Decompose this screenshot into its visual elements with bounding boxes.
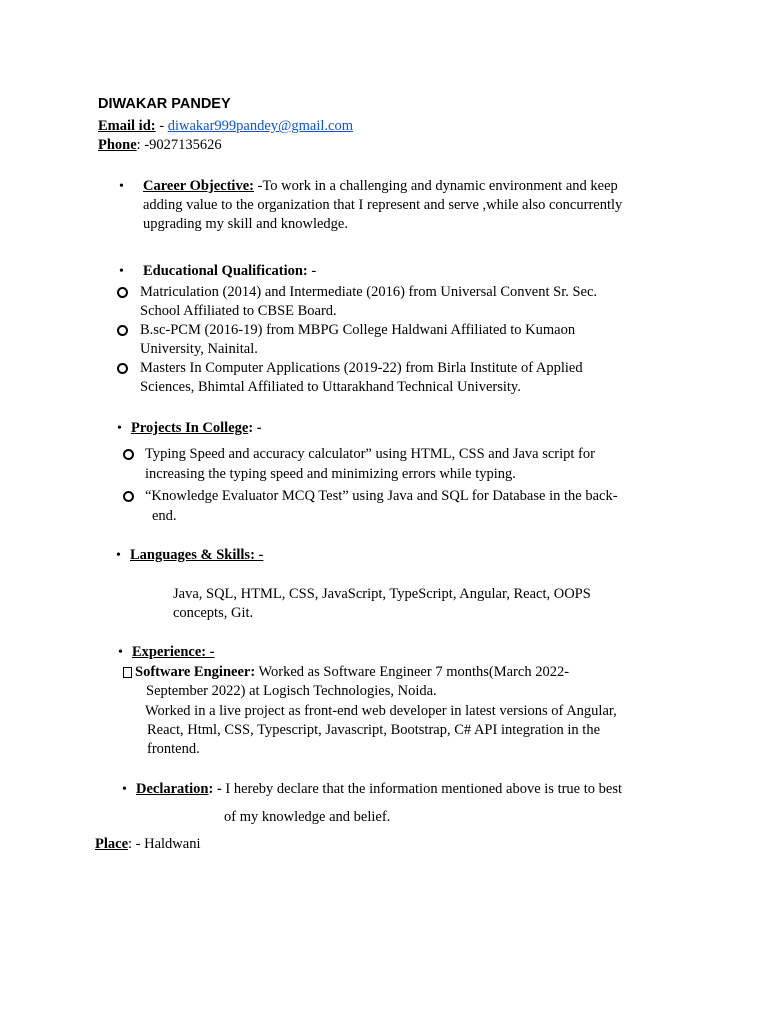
experience-line-1: Software Engineer: Worked as Software Engineer 7 months(March 2022- (135, 664, 570, 680)
experience-line-3: Worked in a live project as front-end web developer in latest versions of Angular, (145, 703, 617, 719)
experience-line-4: React, Html, CSS, Typescript, Javascript, Bootstrap, C# API integration in the (147, 722, 601, 738)
declaration-line-1: Declaration: - I hereby declare that the information mentioned above is true to best (136, 781, 623, 797)
experience-role: Software Engineer: (135, 664, 256, 680)
experience-heading: Experience: - (132, 644, 215, 660)
career-objective-line-1: Career Objective: -To work in a challenging and dynamic environment and keep (143, 178, 618, 194)
experience-line-2: September 2022) at Logisch Technologies, Noida. (146, 683, 437, 699)
bullet-icon: • (116, 548, 121, 563)
education-heading: Educational Qualification: - (143, 263, 317, 279)
career-objective-label: Career Objective: (143, 178, 254, 194)
bullet-icon: • (117, 421, 122, 436)
education-item-2-line-1: B.sc-PCM (2016-19) from MBPG College Haldwani Affiliated to Kumaon (140, 322, 576, 338)
skills-line-1: Java, SQL, HTML, CSS, JavaScript, TypeScript, Angular, React, OOPS (173, 586, 591, 602)
checkbox-icon (123, 667, 132, 678)
place-label: Place (95, 836, 129, 852)
email-separator: - (155, 118, 168, 134)
phone-line (98, 136, 222, 155)
career-objective-line-3: upgrading my skill and knowledge. (143, 216, 348, 232)
place-line (95, 835, 201, 854)
projects-heading: Projects In College: - (131, 420, 262, 436)
education-item-1-line-1: Matriculation (2014) and Intermediate (2016) from Universal Convent Sr. Sec. (140, 284, 598, 300)
declaration-line-2: of my knowledge and belief. (224, 809, 391, 825)
circle-bullet-icon (123, 449, 134, 460)
education-item-1-line-2: School Affiliated to CBSE Board. (140, 303, 337, 319)
bullet-icon: • (118, 645, 123, 660)
circle-bullet-icon (117, 325, 128, 336)
place-value: : - Haldwani (128, 836, 201, 852)
experience-line-5: frontend. (147, 741, 200, 757)
bullet-icon: • (119, 179, 124, 194)
bullet-icon: • (119, 264, 124, 279)
email-label: Email id: (98, 118, 156, 134)
phone-label: Phone (98, 137, 137, 153)
project-item-1-line-2: increasing the typing speed and minimizing errors while typing. (145, 466, 516, 482)
skills-line-2: concepts, Git. (173, 605, 254, 621)
project-item-2-line-1: “Knowledge Evaluator MCQ Test” using Java and SQL for Database in the back- (145, 488, 618, 504)
candidate-name: DIWAKAR PANDEY (98, 96, 231, 112)
email-line (98, 117, 353, 136)
email-link[interactable]: diwakar999pandey@gmail.com (167, 118, 353, 134)
circle-bullet-icon (117, 363, 128, 374)
education-item-3-line-2: Sciences, Bhimtal Affiliated to Uttarakhand Technical University. (140, 379, 521, 395)
circle-bullet-icon (117, 287, 128, 298)
education-label: Educational Qualification: (143, 263, 308, 279)
projects-label: Projects In College (131, 420, 249, 436)
project-item-1-line-1: Typing Speed and accuracy calculator” using HTML, CSS and Java script for (145, 446, 595, 462)
phone-value: : -9027135626 (136, 137, 222, 153)
bullet-icon: • (122, 782, 127, 797)
declaration-label: Declaration (136, 781, 209, 797)
project-item-2-line-2: end. (152, 508, 177, 524)
career-objective-line-2: adding value to the organization that I represent and serve ,while also concurrently (143, 197, 623, 213)
skills-heading: Languages & Skills: - (130, 547, 264, 563)
education-item-2-line-2: University, Nainital. (140, 341, 258, 357)
circle-bullet-icon (123, 491, 134, 502)
education-item-3-line-1: Masters In Computer Applications (2019-22) from Birla Institute of Applied (140, 360, 583, 376)
